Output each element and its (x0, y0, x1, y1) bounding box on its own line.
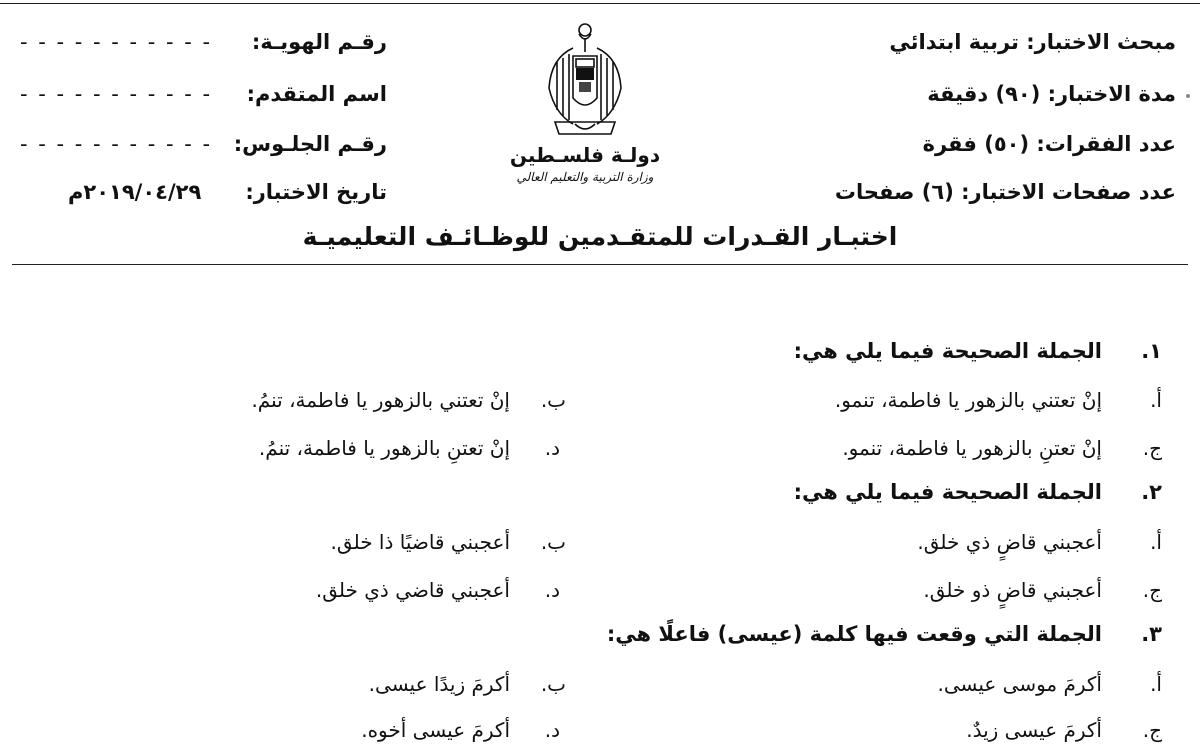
q3-option-d-text: أكرمَ عيسى أخوه. (361, 718, 510, 742)
question-1-number: ١. (1141, 339, 1162, 363)
q3-option-c-text: أكرمَ عيسى زيدٌ. (966, 718, 1102, 742)
q2-option-d-text: أعجبني قاضي ذي خلق. (315, 578, 510, 602)
state-name: دولـة فلسـطين (509, 143, 661, 167)
eagle-emblem-icon (543, 18, 627, 142)
q1-option-b-text: إنْ تعتني بالزهور يا فاطمة، تنمُ. (251, 388, 510, 412)
q3-option-d-label: د. (544, 718, 560, 742)
ministry-name: وزارة التربية والتعليم العالي (516, 170, 654, 184)
q2-option-b-text: أعجبني قاضيًا ذا خلق. (330, 530, 510, 554)
q2-option-c-text: أعجبني قاضٍ ذو خلق. (923, 578, 1102, 602)
q3-option-c-label: ج. (1142, 718, 1162, 742)
question-2-stem: الجملة الصحيحة فيما يلي هي: (793, 480, 1102, 504)
q3-option-a-text: أكرمَ موسى عيسى. (937, 672, 1102, 696)
question-3-stem: الجملة التي وقعت فيها كلمة (عيسى) فاعلًا هي: (606, 622, 1102, 646)
exam-pages-count: عدد صفحات الاختبار: (٦) صفحات (834, 180, 1176, 204)
exam-items-count: عدد الفقرات: (٥٠) فقرة (922, 132, 1176, 156)
applicant-name-blank: - - - - - - - - - - - (20, 82, 213, 106)
id-number-blank: - - - - - - - - - - - (20, 30, 213, 54)
q1-option-d-text: إنْ تعتنِ بالزهور يا فاطمة، تنمُ. (258, 436, 510, 460)
seat-number-blank: - - - - - - - - - - - (20, 132, 213, 156)
q1-option-a-text: إنْ تعتني بالزهور يا فاطمة، تنمو. (834, 388, 1102, 412)
exam-title: اختبـار القـدرات للمتقـدمين للوظـائـف التعليميـة (302, 222, 898, 251)
question-2-number: ٢. (1141, 480, 1162, 504)
question-1-stem: الجملة الصحيحة فيما يلي هي: (793, 339, 1102, 363)
exam-subject: مبحث الاختبار: تربية ابتدائي (889, 30, 1176, 54)
top-border-line (0, 3, 1200, 4)
q1-option-a-label: أ. (1150, 388, 1162, 412)
q2-option-a-text: أعجبني قاضٍ ذي خلق. (917, 530, 1102, 554)
question-3-number: ٣. (1141, 622, 1162, 646)
q2-option-b-label: ب. (540, 530, 566, 554)
id-number-label: رقـم الهويـة: (251, 30, 387, 54)
q3-option-b-label: ب. (540, 672, 566, 696)
exam-duration: مدة الاختبار: (٩٠) دقيقة (927, 82, 1176, 106)
q3-option-a-label: أ. (1150, 672, 1162, 696)
q3-option-b-text: أكرمَ زيدًا عيسى. (368, 672, 510, 696)
q2-option-c-label: ج. (1142, 578, 1162, 602)
seat-number-label: رقـم الجلـوس: (233, 132, 387, 156)
applicant-name-label: اسم المتقدم: (246, 82, 387, 106)
q1-option-c-label: ج. (1142, 436, 1162, 460)
q1-option-d-label: د. (544, 436, 560, 460)
q2-option-a-label: أ. (1150, 530, 1162, 554)
exam-date-label: تاريخ الاختبار: (245, 180, 387, 204)
header-divider (12, 264, 1188, 265)
q1-option-b-label: ب. (540, 388, 566, 412)
exam-date: ٢٠١٩/٠٤/٢٩م (68, 180, 202, 204)
margin-dot (1186, 94, 1190, 98)
q1-option-c-text: إنْ تعتنِ بالزهور يا فاطمة، تنمو. (842, 436, 1102, 460)
q2-option-d-label: د. (544, 578, 560, 602)
